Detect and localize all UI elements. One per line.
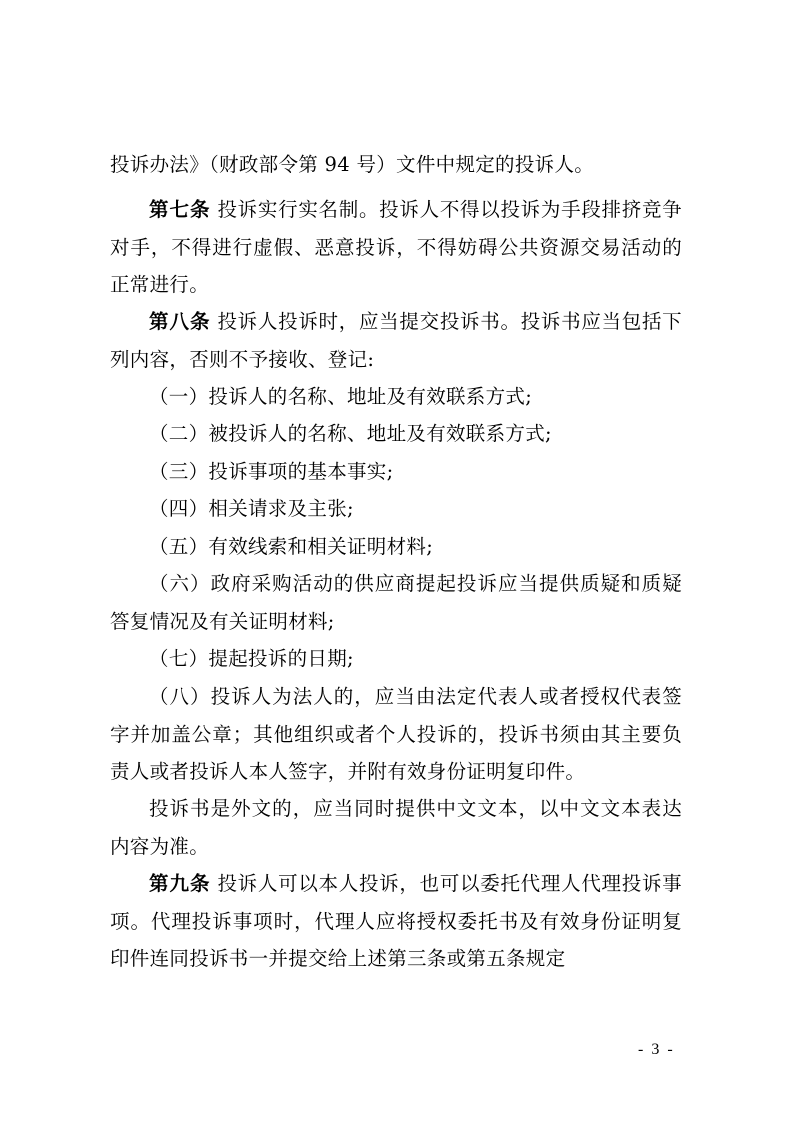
list-item-5 <box>110 528 682 566</box>
article-heading: 第七条 <box>149 198 211 221</box>
paragraph-text: 投诉人可以本人投诉，也可以委托代理人代理投诉事项。代理投诉事项时，代理人应将授权委托书及有效身份证明复印件连同投诉书一并提交给上述第三条或第五条规定 <box>110 872 682 971</box>
paragraph-text: （五）有效线索和相关证明材料; <box>149 535 434 558</box>
paragraph-text: （三）投诉事项的基本事实; <box>149 460 394 483</box>
list-item-8 <box>110 678 682 791</box>
list-item-4 <box>110 490 682 528</box>
article-9-paragraph <box>110 865 682 978</box>
list-item-6 <box>110 565 682 640</box>
paragraph-text: 投诉实行实名制。投诉人不得以投诉为手段排挤竞争对手，不得进行虚假、恶意投诉，不得妨碍公共资源交易活动的正常进行。 <box>110 198 682 297</box>
paragraph-text: （六）政府采购活动的供应商提起投诉应当提供质疑和质疑答复情况及有关证明材料; <box>110 572 682 633</box>
paragraph-text: （八）投诉人为法人的，应当由法定代表人或者授权代表签字并加盖公章；其他组织或者个人投诉的，投诉书须由其主要负责人或者投诉人本人签字，并附有效身份证明复印件。 <box>110 685 682 784</box>
article-heading: 第八条 <box>149 310 211 333</box>
paragraph-text: 投诉办法》（财政部令第 94 号）文件中规定的投诉人。 <box>110 153 595 176</box>
list-item-3 <box>110 453 682 491</box>
list-item-7 <box>110 640 682 678</box>
page-number: - 3 - <box>638 1041 675 1058</box>
article-heading: 第九条 <box>149 872 211 895</box>
paragraph-text: 投诉人投诉时，应当提交投诉书。投诉书应当包括下列内容，否则不予接收、登记: <box>110 310 682 371</box>
article-8-paragraph <box>110 303 682 378</box>
paragraph-text: （七）提起投诉的日期; <box>149 647 354 670</box>
paragraph-text: （二）被投诉人的名称、地址及有效联系方式; <box>149 422 552 445</box>
paragraph-text: （四）相关请求及主张; <box>149 497 354 520</box>
article-7-paragraph <box>110 191 682 304</box>
foreign-language-paragraph <box>110 790 682 865</box>
list-item-2 <box>110 415 682 453</box>
paragraph-text: 投诉书是外文的，应当同时提供中文文本，以中文文本表达内容为准。 <box>110 797 682 858</box>
paragraph-continuation <box>110 146 682 184</box>
list-item-1 <box>110 378 682 416</box>
paragraph-text: （一）投诉人的名称、地址及有效联系方式; <box>149 385 533 408</box>
